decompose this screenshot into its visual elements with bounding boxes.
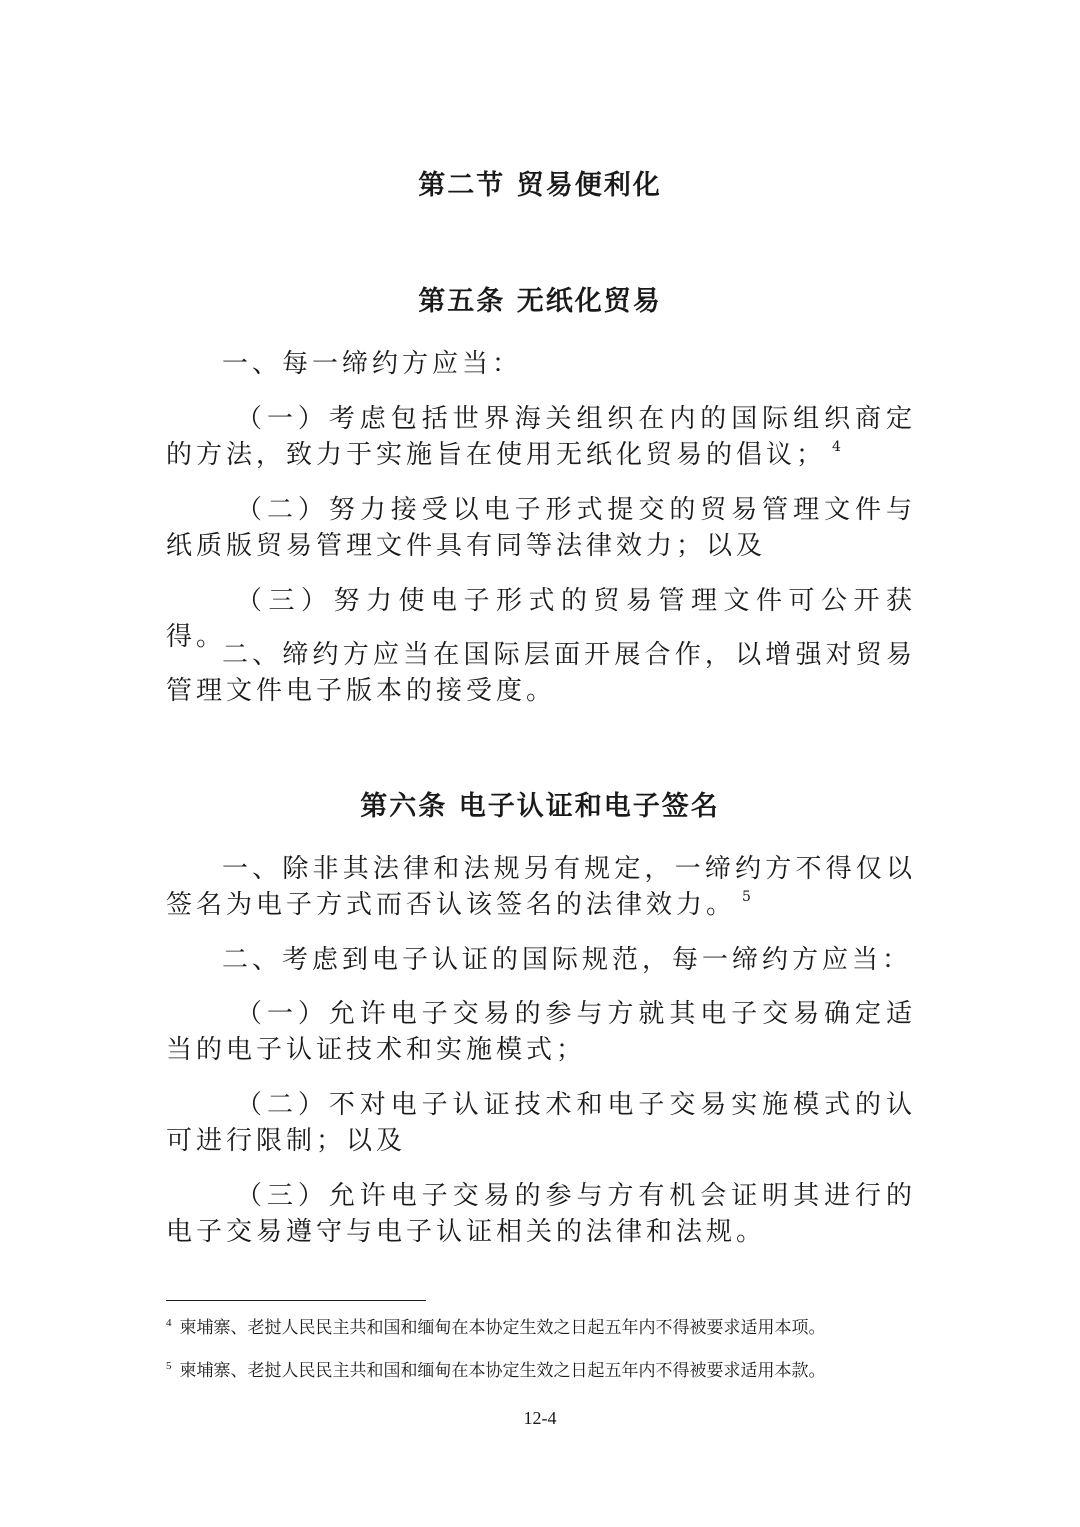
article-5-paragraph-2: 二、缔约方应当在国际层面开展合作，以增强对贸易管理文件电子版本的接受度。: [166, 640, 916, 706]
footnote-ref-5: 5: [742, 889, 751, 905]
article-6-item-3: （三）允许电子交易的参与方有机会证明其进行的电子交易遵守与电子认证相关的法律和法规。: [166, 1181, 916, 1247]
page-number: 12-4: [523, 1408, 557, 1428]
article-5-item-1-text: （一）考虑包括世界海关组织在内的国际组织商定的方法，致力于实施旨在使用无纸化贸易的倡议；: [166, 404, 916, 470]
article-6-item-2: （二）不对电子认证技术和电子交易实施模式的认可进行限制；以及: [166, 1090, 916, 1156]
footnote-5: [166, 1354, 926, 1383]
footnote-divider: [166, 1300, 426, 1301]
footnote-5-text: 柬埔寨、老挝人民民主共和国和缅甸在本协定生效之日起五年内不得被要求适用本款。: [179, 1361, 826, 1380]
article-5-title: 第五条 无纸化贸易: [418, 286, 662, 317]
article-5-paragraph-1: 一、每一缔约方应当：: [222, 349, 523, 379]
article-6-paragraph-1: [166, 851, 916, 923]
article-6-paragraph-1-text: 一、除非其法律和法规另有规定，一缔约方不得仅以签名为电子方式而否认该签名的法律效力。: [166, 854, 916, 920]
article-6-title: 第六条 电子认证和电子签名: [360, 791, 720, 822]
article-5-item-1: [166, 401, 916, 473]
article-6-item-1: （一）允许电子交易的参与方就其电子交易确定适当的电子认证技术和实施模式；: [166, 999, 916, 1065]
article-5-item-3: （三）努力使电子形式的贸易管理文件可公开获得。: [166, 586, 916, 652]
article-6-paragraph-2: 二、考虑到电子认证的国际规范，每一缔约方应当：: [222, 945, 913, 975]
section-title: 第二节 贸易便利化: [418, 170, 662, 201]
footnote-ref-4: 4: [832, 439, 841, 455]
footnote-4-mark: 4: [166, 1317, 172, 1329]
footnote-5-mark: 5: [166, 1360, 172, 1372]
article-5-item-2: （二）努力接受以电子形式提交的贸易管理文件与纸质版贸易管理文件具有同等法律效力；以及: [166, 495, 916, 561]
footnote-4: [166, 1311, 926, 1340]
footnote-4-text: 柬埔寨、老挝人民民主共和国和缅甸在本协定生效之日起五年内不得被要求适用本项。: [179, 1318, 826, 1337]
